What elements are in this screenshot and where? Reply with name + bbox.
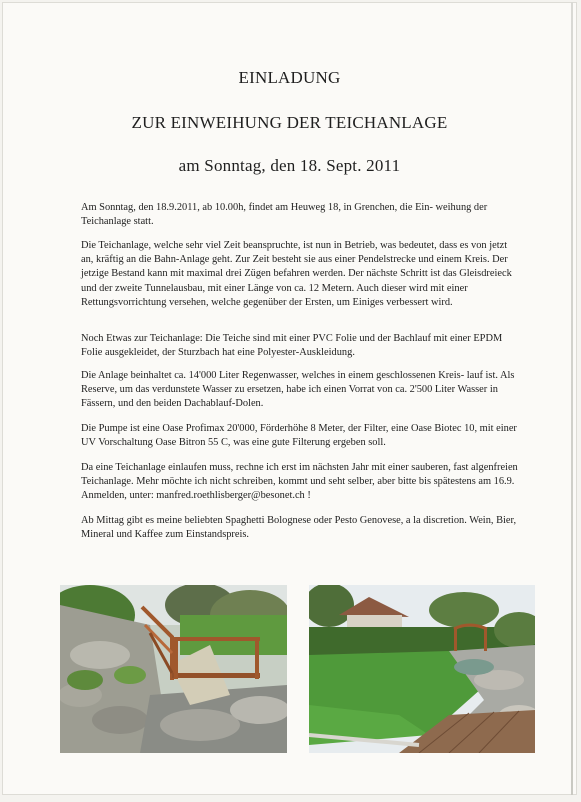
- garden-bridge-image: [60, 585, 287, 753]
- paragraph-food: Ab Mittag gibt es meine beliebten Spaghetti Bolognese oder Pesto Genovese, a la discretion. Wein, Bier, Mineral und Kaffee zum Einstandspreis.: [81, 515, 517, 541]
- lawn-pond-image: [309, 585, 535, 753]
- paragraph-water: Die Anlage beinhaltet ca. 14'000 Liter Regenwasser, welches in einem geschlossenen Kreis- lauf ist. Als Reserve, um das verdunstete Wasser zu ersetzen, habe ich einen Vorrat von ca. 2'500 Liter Wasser in Fässern, und den beiden Dachablauf-Dolen.: [81, 370, 515, 410]
- paragraph-pump: Die Pumpe ist eine Oase Profimax 20'000, Förderhöhe 8 Meter, der Filter, eine Oase Biotec 10, mit einer UV Vorschaltung Oase Bitron 55 C, was eine gute Filterung ergeben soll.: [81, 423, 517, 449]
- heading-date: am Sonntag, den 18. Sept. 2011: [178, 156, 401, 175]
- garden-bridge-photo: [60, 585, 287, 753]
- lawn-pond-photo: [309, 585, 535, 753]
- paragraph-registration: Da eine Teichanlage einlaufen muss, rechne ich erst im nächsten Jahr mit einer sauberen, fast algenfreien Teichanlage. Mehr möchte ich nicht schreiben, kommt und seht selber, aber bitte bis spätestens am 16.9. Anmelden, unter: manfred.roethlisberger@besonet.ch !: [81, 462, 518, 502]
- invitation-page: [2, 2, 577, 795]
- paragraph-event-info: Am Sonntag, den 18.9.2011, ab 10.00h, findet am Heuweg 18, in Grenchen, die Ein- weihung der Teichanlage statt.: [81, 202, 488, 228]
- heading-invitation: EINLADUNG: [238, 68, 341, 87]
- paragraph-railway: Die Teichanlage, welche sehr viel Zeit beanspruchte, ist nun in Betrieb, was bedeutet, dass es von jetzt an, kräftig an die Bahn-Anlage geht. Zur Zeit besteht sie aus einer Pendelstrecke und einem Kreis. Der jetzige Bestand kann mit maximal drei Zügen befahren werden. Der nächste Schritt ist das Gleisdreieck und der zweite Tunnelausbau, mit einer Länge von ca. 12 Metern. Auch dieser wird mit einer Rettungsvorrichtung versehen, welche gegenüber der Ersten, um Einiges verbessert wird.: [81, 240, 512, 308]
- heading-inauguration: ZUR EINWEIHUNG DER TEICHANLAGE: [131, 113, 448, 132]
- paragraph-liner: Noch Etwas zur Teichanlage: Die Teiche sind mit einer PVC Folie und der Bachlauf mit einer EPDM Folie ausgekleidet, der Sturzbach hat eine Polyester-Auskleidung.: [81, 333, 503, 359]
